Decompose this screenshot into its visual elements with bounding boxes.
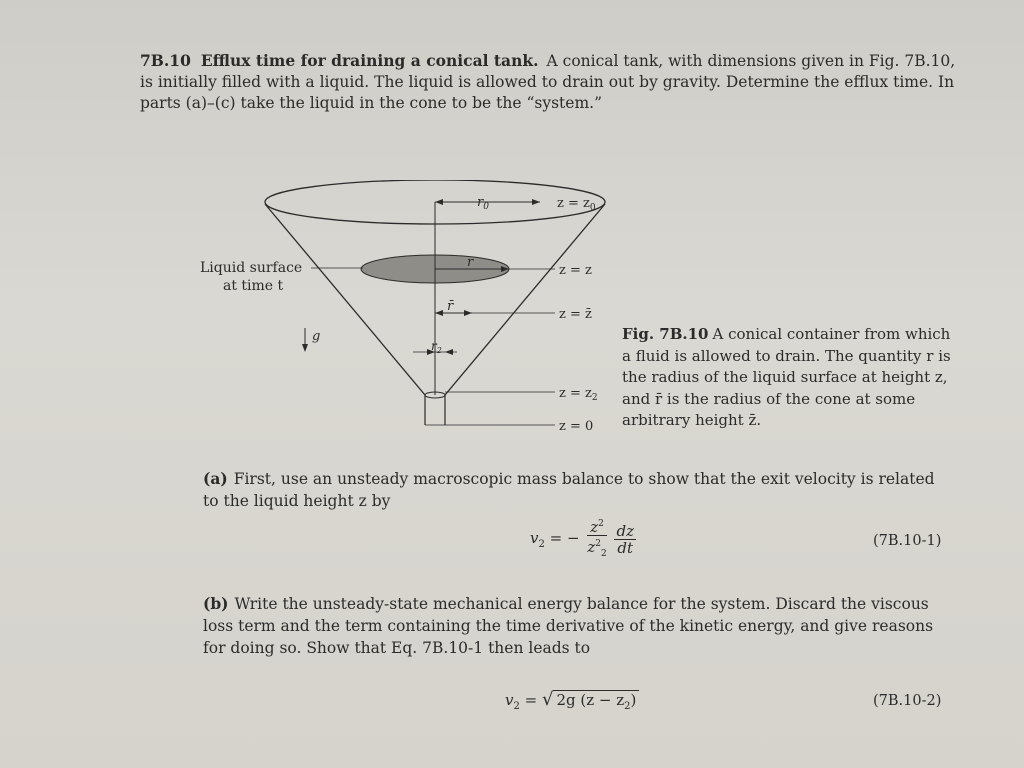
part-a-label: (a) <box>203 469 228 488</box>
z2-label: $z = z_2$ <box>559 386 598 403</box>
caption-text: A conical container from which a fluid is allowed to drain. The quantity r is the radius of the liquid surface at height z, and r̄ is the radius of the cone at some arbitrary height z̄. <box>622 325 951 429</box>
rbar-label: r̄ <box>447 299 454 314</box>
equation-number-1: (7B.10-1) <box>873 533 942 549</box>
r0-arrowhead <box>532 199 540 205</box>
part-a-text: First, use an unsteady macroscopic mass balance to show that the exit velocity is related to the liquid height z by <box>203 470 935 510</box>
figure-caption <box>622 324 952 432</box>
part-a <box>203 468 953 512</box>
liquid-surface-label-line1: Liquid surface <box>200 260 303 276</box>
equation-7b10-2: $v_2$ = √ 2g $(z - z_2)$ <box>505 689 639 712</box>
r2-arrowhead <box>445 349 453 355</box>
gravity-label: g <box>312 329 321 344</box>
liquid-surface-label-line2: at time t <box>223 278 284 294</box>
equation-number-2: (7B.10-2) <box>873 693 942 709</box>
z-label: z = z <box>559 263 592 278</box>
r2-label: $r_2$ <box>431 339 442 355</box>
caption-label: Fig. 7B.10 <box>622 325 709 343</box>
zbar-label: z = z̄ <box>559 307 592 322</box>
part-b-label: (b) <box>203 594 229 613</box>
gravity-arrowhead <box>302 344 308 352</box>
r-label: r <box>467 255 474 270</box>
cone-left-wall <box>265 204 425 395</box>
problem-title: Efflux time for draining a conical tank. <box>200 51 539 70</box>
part-b <box>203 593 953 659</box>
rbar-arrowhead <box>464 310 472 316</box>
rbar-arrowhead <box>435 310 443 316</box>
r0-arrowhead <box>435 199 443 205</box>
part-b-text: Write the unsteady-state mechanical energy balance for the system. Discard the viscous loss term and the term containing the time derivative of the kinetic energy, and give reasons for doing so. Show that Eq. 7B.10-1 then leads to <box>203 595 934 657</box>
cone-right-wall <box>445 204 605 395</box>
zzero-label: z = 0 <box>559 419 594 434</box>
z0-label: $z = z_0$ <box>557 196 596 213</box>
problem-number: 7B.10 <box>140 51 191 70</box>
equation-7b10-1: $v_2$ = − $\frac{z^2}{z^2_2}$ $\frac{dz}{dt}$ <box>530 518 634 559</box>
conical-tank-figure <box>195 180 615 440</box>
problem-statement <box>140 50 960 114</box>
r0-label: $r_0$ <box>477 195 489 212</box>
problem-intro: A conical tank, with dimensions given in Fig. 7B.10, is initially filled with a liquid. The liquid is allowed to drain out by gravity. Determine the efflux time. In parts (a)–(c) take the liquid in the cone to be the “system.” <box>140 52 956 112</box>
